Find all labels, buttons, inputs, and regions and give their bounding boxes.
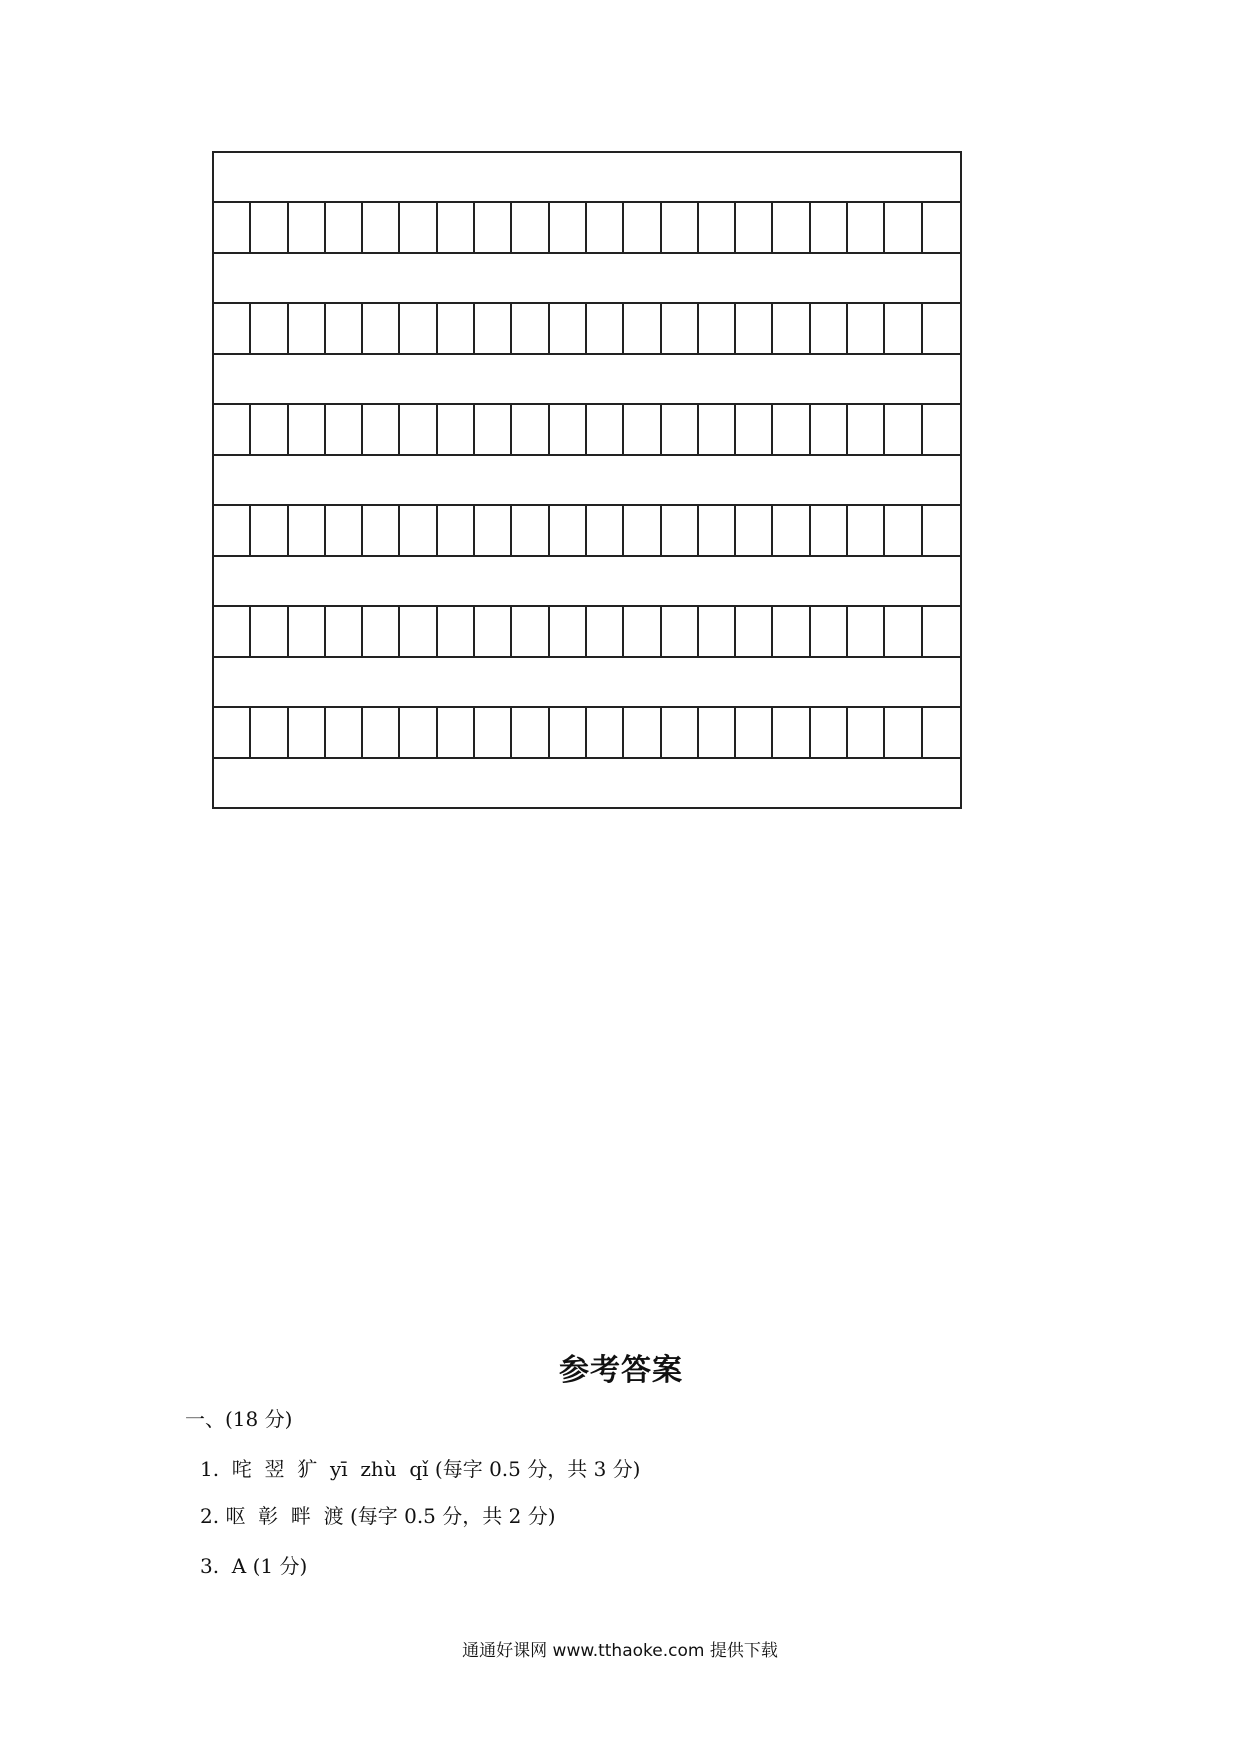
- grid-cell: [736, 405, 773, 454]
- grid-cell: [512, 304, 549, 353]
- grid-cell: [811, 506, 848, 555]
- grid-cell: [885, 506, 922, 555]
- grid-cell: [662, 203, 699, 252]
- grid-cell: [326, 203, 363, 252]
- grid-cell: [326, 708, 363, 757]
- grid-cell: [699, 506, 736, 555]
- grid-cell: [848, 708, 885, 757]
- grid-cell: [512, 506, 549, 555]
- answer-title: 参考答案: [559, 1353, 683, 1388]
- grid-cell: [289, 203, 326, 252]
- grid-cell: [214, 708, 251, 757]
- grid-cell-row: [214, 304, 960, 355]
- grid-cell: [885, 405, 922, 454]
- grid-cell: [214, 304, 251, 353]
- grid-cell: [512, 708, 549, 757]
- grid-cell: [662, 607, 699, 656]
- grid-cell: [736, 708, 773, 757]
- grid-cell: [662, 506, 699, 555]
- grid-cell: [736, 304, 773, 353]
- grid-cell: [885, 708, 922, 757]
- grid-cell: [848, 405, 885, 454]
- grid-cell: [587, 304, 624, 353]
- grid-cell: [251, 607, 288, 656]
- grid-cell: [475, 607, 512, 656]
- grid-cell: [251, 304, 288, 353]
- grid-cell: [512, 203, 549, 252]
- grid-cell: [438, 708, 475, 757]
- grid-cell: [363, 708, 400, 757]
- grid-cell: [438, 405, 475, 454]
- grid-cell: [885, 304, 922, 353]
- grid-cell: [811, 708, 848, 757]
- grid-cell: [326, 607, 363, 656]
- grid-cell: [289, 304, 326, 353]
- grid-cell: [811, 607, 848, 656]
- grid-blank-row: [214, 456, 960, 506]
- grid-cell: [400, 304, 437, 353]
- grid-cell-row: [214, 607, 960, 658]
- grid-cell: [736, 607, 773, 656]
- grid-cell: [475, 203, 512, 252]
- grid-cell: [251, 405, 288, 454]
- grid-cell: [475, 304, 512, 353]
- grid-blank-row: [214, 658, 960, 708]
- grid-cell: [773, 203, 810, 252]
- grid-cell: [363, 304, 400, 353]
- grid-cell: [400, 708, 437, 757]
- grid-cell: [811, 203, 848, 252]
- grid-cell: [550, 708, 587, 757]
- grid-cell: [699, 405, 736, 454]
- grid-cell: [773, 304, 810, 353]
- grid-cell: [848, 203, 885, 252]
- grid-cell: [363, 405, 400, 454]
- grid-cell: [214, 506, 251, 555]
- grid-cell: [214, 405, 251, 454]
- grid-cell: [736, 506, 773, 555]
- grid-cell: [400, 607, 437, 656]
- grid-cell: [475, 405, 512, 454]
- grid-cell: [885, 607, 922, 656]
- grid-cell: [400, 405, 437, 454]
- grid-cell: [251, 203, 288, 252]
- grid-cell: [811, 405, 848, 454]
- grid-cell-row: [214, 203, 960, 254]
- grid-cell: [624, 203, 661, 252]
- grid-cell: [811, 304, 848, 353]
- grid-cell: [699, 607, 736, 656]
- grid-cell: [326, 405, 363, 454]
- grid-cell: [475, 708, 512, 757]
- grid-blank-row: [214, 759, 960, 809]
- grid-cell: [923, 203, 960, 252]
- grid-cell: [326, 304, 363, 353]
- grid-cell-row: [214, 708, 960, 759]
- grid-cell: [662, 405, 699, 454]
- answer-line: 2. 呕 彰 畔 渡 (每字 0.5 分，共 2 分): [200, 1504, 556, 1528]
- grid-cell: [363, 607, 400, 656]
- grid-cell: [587, 203, 624, 252]
- grid-cell: [773, 506, 810, 555]
- grid-cell: [438, 304, 475, 353]
- grid-cell: [699, 304, 736, 353]
- grid-cell: [363, 506, 400, 555]
- grid-cell: [662, 304, 699, 353]
- grid-cell: [848, 607, 885, 656]
- grid-cell: [923, 304, 960, 353]
- answer-line: 1. 咤 翌 犷 yī zhù qǐ (每字 0.5 分，共 3 分): [200, 1457, 641, 1481]
- grid-cell: [550, 203, 587, 252]
- grid-cell: [512, 405, 549, 454]
- grid-cell: [251, 506, 288, 555]
- grid-cell: [475, 506, 512, 555]
- grid-cell: [848, 304, 885, 353]
- grid-cell: [624, 405, 661, 454]
- grid-cell: [438, 607, 475, 656]
- grid-cell: [773, 708, 810, 757]
- grid-cell: [289, 405, 326, 454]
- grid-blank-row: [214, 355, 960, 405]
- grid-cell: [773, 405, 810, 454]
- grid-cell: [438, 203, 475, 252]
- grid-cell: [400, 203, 437, 252]
- grid-cell: [587, 506, 624, 555]
- grid-cell-row: [214, 506, 960, 557]
- grid-blank-row: [214, 557, 960, 607]
- grid-cell-row: [214, 405, 960, 456]
- grid-cell: [251, 708, 288, 757]
- grid-cell: [923, 506, 960, 555]
- grid-cell: [438, 506, 475, 555]
- grid-cell: [214, 607, 251, 656]
- grid-blank-row: [214, 254, 960, 304]
- grid-cell: [923, 708, 960, 757]
- grid-cell: [923, 607, 960, 656]
- grid-blank-row: [214, 153, 960, 203]
- grid-cell: [550, 304, 587, 353]
- grid-cell: [550, 607, 587, 656]
- grid-cell: [624, 304, 661, 353]
- grid-cell: [587, 607, 624, 656]
- grid-cell: [550, 405, 587, 454]
- grid-cell: [624, 607, 661, 656]
- section-heading: 一、(18 分): [185, 1407, 293, 1431]
- grid-cell: [736, 203, 773, 252]
- composition-grid: [212, 151, 962, 809]
- grid-cell: [363, 203, 400, 252]
- grid-cell: [289, 506, 326, 555]
- grid-cell: [773, 607, 810, 656]
- grid-cell: [512, 607, 549, 656]
- grid-cell: [624, 506, 661, 555]
- grid-cell: [400, 506, 437, 555]
- grid-cell: [885, 203, 922, 252]
- grid-cell: [289, 708, 326, 757]
- grid-cell: [289, 607, 326, 656]
- answer-line: 3. A (1 分): [200, 1554, 308, 1578]
- grid-cell: [214, 203, 251, 252]
- grid-cell: [662, 708, 699, 757]
- grid-cell: [550, 506, 587, 555]
- grid-cell: [699, 708, 736, 757]
- footer-watermark: 通通好课网 www.tthaoke.com 提供下载: [462, 1641, 778, 1661]
- grid-cell: [699, 203, 736, 252]
- grid-cell: [848, 506, 885, 555]
- grid-cell: [587, 708, 624, 757]
- grid-cell: [923, 405, 960, 454]
- grid-cell: [587, 405, 624, 454]
- grid-cell: [326, 506, 363, 555]
- grid-cell: [624, 708, 661, 757]
